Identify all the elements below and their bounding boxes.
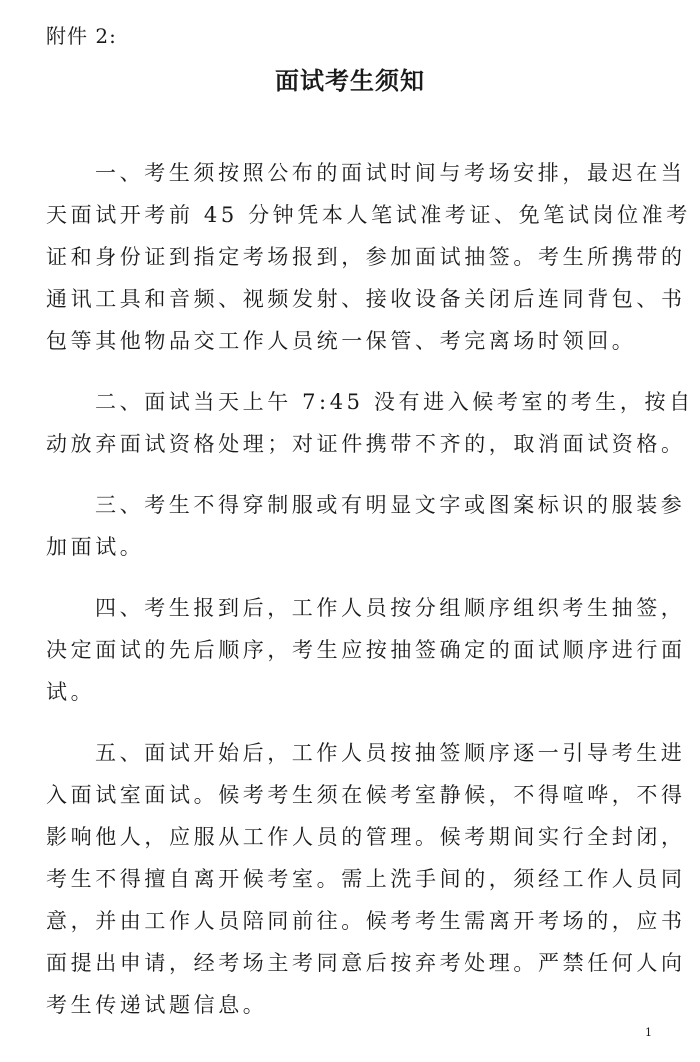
paragraph-line: 天面试开考前 45 分钟凭本人笔试准考证、免笔试岗位准考 xyxy=(46,203,691,227)
paragraph-line: 通讯工具和音频、视频发射、接收设备关闭后连同背包、书 xyxy=(46,287,686,311)
paragraph-2 xyxy=(46,381,694,465)
paragraph-line: 四、考生报到后，工作人员按分组顺序组织考生抽签， xyxy=(95,596,686,620)
document-body xyxy=(46,152,694,1045)
paragraph-1 xyxy=(46,152,691,362)
paragraph-line: 意，并由工作人员陪同前往。候考考生需离开考场的，应书 xyxy=(46,909,686,933)
paragraph-line: 证和身份证到指定考场报到，参加面试抽签。考生所携带的 xyxy=(46,245,686,269)
paragraph-5 xyxy=(46,732,686,1026)
paragraph-line: 考生不得擅自离开候考室。需上洗手间的，须经工作人员同 xyxy=(46,867,686,891)
document-title: 面试考生须知 xyxy=(275,67,425,95)
paragraph-line: 一、考生须按照公布的面试时间与考场安排，最迟在当 xyxy=(95,161,686,185)
paragraph-line: 试。 xyxy=(46,680,96,704)
paragraph-line: 五、面试开始后，工作人员按抽签顺序逐一引导考生进 xyxy=(95,741,686,765)
paragraph-line: 决定面试的先后顺序，考生应按抽签确定的面试顺序进行面 xyxy=(46,638,686,662)
paragraph-line: 影响他人，应服从工作人员的管理。候考期间实行全封闭， xyxy=(46,825,686,849)
paragraph-line: 面提出申请，经考场主考同意后按弃考处理。严禁任何人向 xyxy=(46,951,686,975)
paragraph-3 xyxy=(46,484,686,568)
page-number: 1 xyxy=(645,1026,652,1039)
paragraph-line: 入面试室面试。候考考生须在候考室静候，不得喧哗，不得 xyxy=(46,783,686,807)
paragraph-line: 二、面试当天上午 7:45 没有进入候考室的考生，按自 xyxy=(95,390,694,414)
paragraph-line: 加面试。 xyxy=(46,535,145,559)
paragraph-line: 包等其他物品交工作人员统一保管、考完离场时领回。 xyxy=(46,329,637,353)
paragraph-line: 考生传递试题信息。 xyxy=(46,993,268,1017)
paragraph-line: 动放弃面试资格处理；对证件携带不齐的，取消面试资格。 xyxy=(46,432,686,456)
attachment-label: 附件 2: xyxy=(46,24,117,48)
paragraph-line: 三、考生不得穿制服或有明显文字或图案标识的服装参 xyxy=(95,493,686,517)
paragraph-4 xyxy=(46,587,686,713)
